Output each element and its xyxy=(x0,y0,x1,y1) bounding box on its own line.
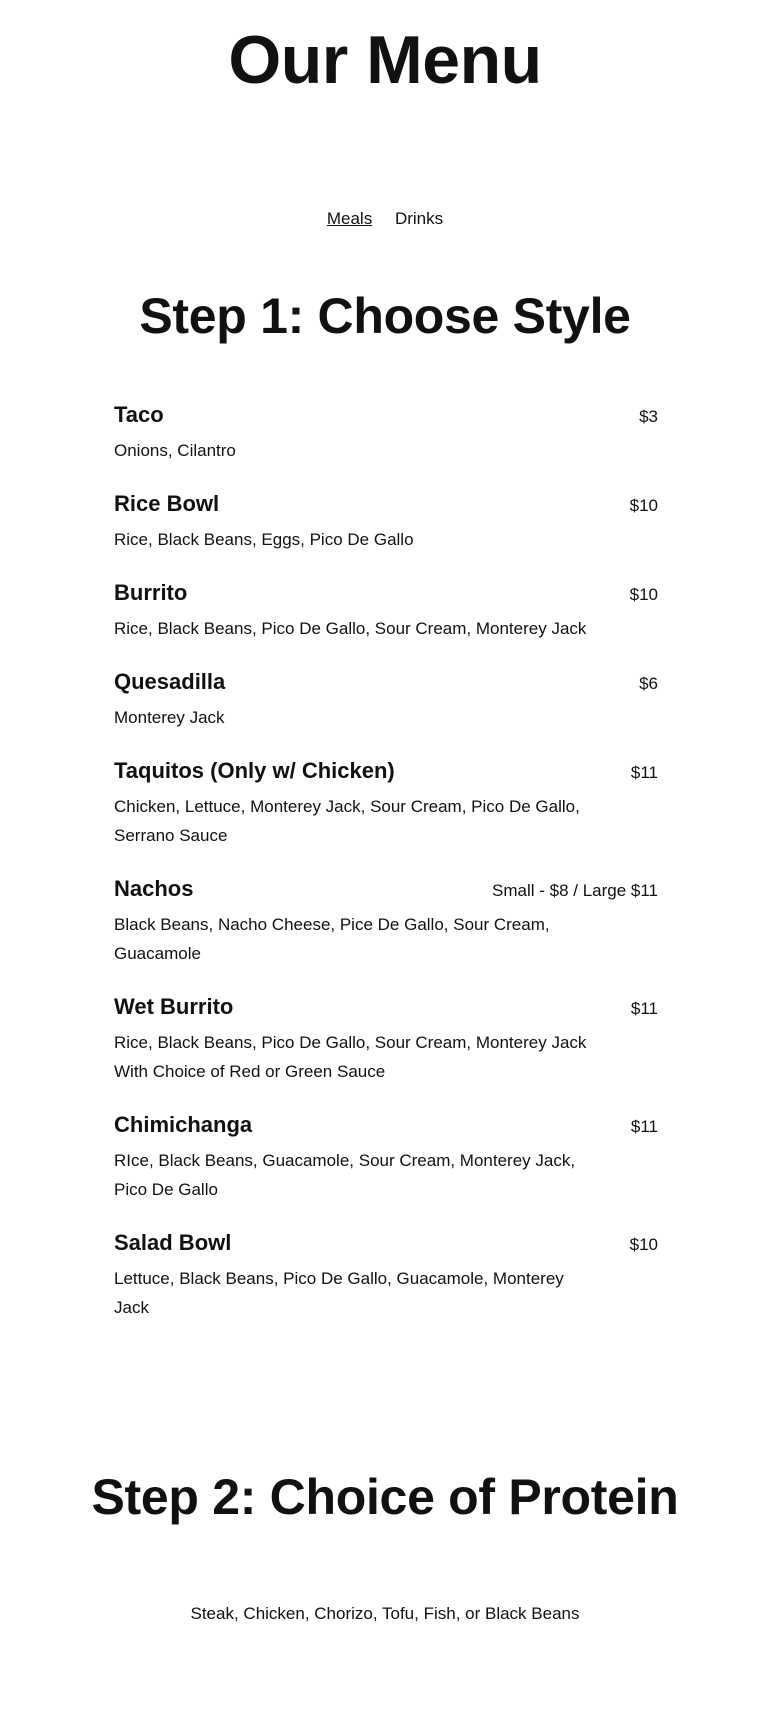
menu-item-description: Black Beans, Nacho Cheese, Pice De Gallo, Sour Cream, Guacamole xyxy=(114,915,550,963)
menu-item-description: RIce, Black Beans, Guacamole, Sour Cream, Monterey Jack, Pico De Gallo xyxy=(114,1151,576,1199)
menu-item-price: $6 xyxy=(639,674,658,693)
menu-item xyxy=(114,1110,658,1204)
menu-item-name: Taquitos (Only w/ Chicken) xyxy=(114,758,395,783)
menu-item-name: Salad Bowl xyxy=(114,1230,232,1255)
menu-item-price: $11 xyxy=(630,1117,658,1136)
protein-options: Steak, Chicken, Chorizo, Tofu, Fish, or Black Beans xyxy=(190,1604,580,1623)
menu-item-name: Chimichanga xyxy=(114,1112,253,1137)
menu-item xyxy=(114,874,658,968)
menu-item-description: Rice, Black Beans, Pico De Gallo, Sour Cream, Monterey Jack With Choice of Red or Green Sauce xyxy=(114,1033,587,1081)
menu-item-price: $10 xyxy=(629,585,658,604)
menu-item-price: $3 xyxy=(639,407,658,426)
menu-item-price: $10 xyxy=(629,1235,658,1254)
menu-item xyxy=(114,1228,658,1322)
menu-item-description: Monterey Jack xyxy=(114,708,225,727)
menu-item xyxy=(114,400,658,465)
menu-item-name: Nachos xyxy=(114,876,194,901)
menu-tabs xyxy=(0,209,770,229)
menu-item-list xyxy=(114,400,658,1346)
tab-drinks[interactable]: Drinks xyxy=(394,209,444,228)
step2-heading: Step 2: Choice of Protein xyxy=(91,1469,679,1525)
menu-item-price: Small - $8 / Large $11 xyxy=(492,881,658,900)
menu-item-description: Rice, Black Beans, Pico De Gallo, Sour Cream, Monterey Jack xyxy=(114,619,587,638)
page-title: Our Menu xyxy=(228,22,542,98)
menu-item xyxy=(114,756,658,850)
menu-item-description: Rice, Black Beans, Eggs, Pico De Gallo xyxy=(114,530,414,549)
menu-item-name: Rice Bowl xyxy=(114,491,220,516)
menu-item xyxy=(114,667,658,732)
menu-item-name: Quesadilla xyxy=(114,669,226,694)
menu-item-description: Lettuce, Black Beans, Pico De Gallo, Guacamole, Monterey Jack xyxy=(114,1269,564,1317)
menu-item-description: Chicken, Lettuce, Monterey Jack, Sour Cream, Pico De Gallo, Serrano Sauce xyxy=(114,797,580,845)
menu-item-name: Burrito xyxy=(114,580,188,605)
menu-item xyxy=(114,489,658,554)
menu-item xyxy=(114,992,658,1086)
menu-item-price: $10 xyxy=(629,496,658,515)
tab-meals[interactable]: Meals xyxy=(326,209,373,228)
step1-heading: Step 1: Choose Style xyxy=(139,288,631,344)
menu-item-description: Onions, Cilantro xyxy=(114,441,236,460)
menu-item-name: Wet Burrito xyxy=(114,994,234,1019)
menu-item xyxy=(114,578,658,643)
menu-item-price: $11 xyxy=(630,763,658,782)
menu-item-price: $11 xyxy=(630,999,658,1018)
menu-item-name: Taco xyxy=(114,402,164,427)
